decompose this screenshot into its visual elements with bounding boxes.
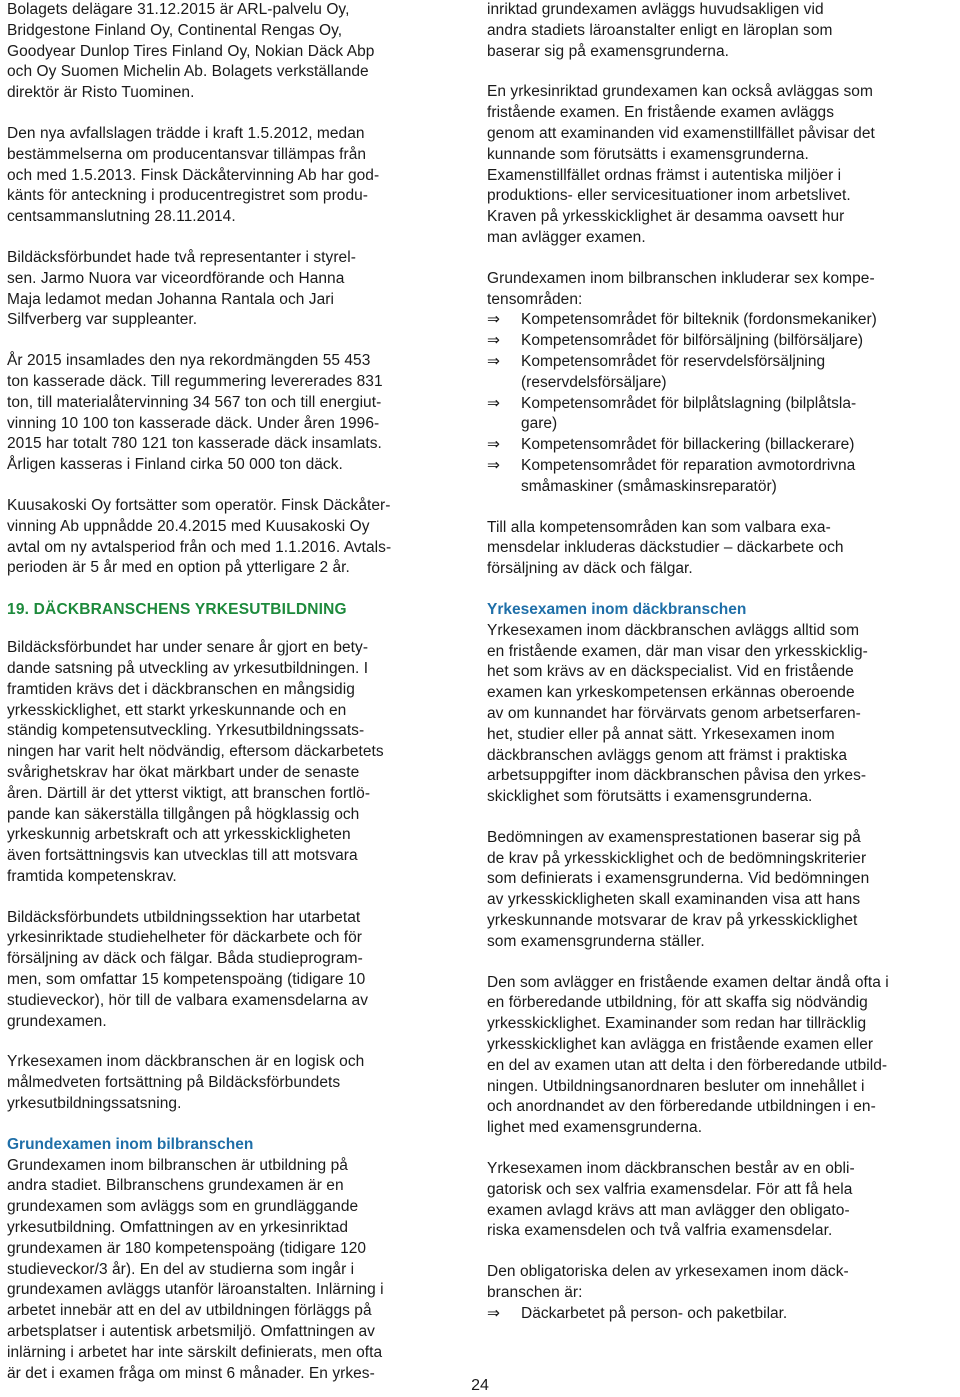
list-item: [487, 435, 955, 456]
subheading-grundexamen: Grundexamen inom bilbranschen: [7, 1135, 254, 1153]
text-line: studieveckor/3 år). En del av studierna som ingår i: [7, 1260, 355, 1278]
board-paragraph: [7, 248, 453, 331]
text-line: som definierats i examensgrunderna. Vid bedömningen: [487, 870, 870, 888]
text-line: lighet med examensgrunderna.: [487, 1119, 703, 1137]
text-line: Bildäcksförbundet har under senare år gjort en bety-: [7, 639, 369, 657]
list-item: [487, 331, 955, 352]
text-line: Yrkesexamen inom däckbranschen består av en obli-: [487, 1160, 855, 1178]
text-line: yrkesutbildning. Omfattningen av en yrkesinriktad: [7, 1219, 349, 1237]
list-item-text: Kompetensområdet för bilförsäljning (bilförsäljare): [521, 332, 864, 350]
text-line: grundexamen som avläggs som en grundläggande: [7, 1198, 359, 1216]
tyre-studies-paragraph: [487, 518, 955, 580]
text-line: gatorisk och sex valfria examensdelar. För att få hela: [487, 1180, 853, 1198]
text-line: men, som omfattar 15 kompetenspoäng (tidigare 10: [7, 971, 366, 989]
text-line: Bildäcksförbundet hade två representanter i styrel-: [7, 248, 356, 266]
double-arrow-icon: ⇒: [487, 456, 500, 474]
list-item: [487, 310, 955, 331]
assessment-paragraph: [487, 828, 955, 953]
text-line: riska examensdelen och två valfria examensdelar.: [487, 1222, 833, 1240]
text-line: och med 1.5.2013. Finsk Däckåtervinning Ab har god-: [7, 166, 380, 184]
text-line: ningen har varit helt nödvändig, eftersom däckarbetets: [7, 743, 384, 761]
text-line: yrkesskicklighet. Examinander som redan har tillräcklig: [487, 1015, 867, 1033]
text-line: däckbranschen avläggs genom att främst i praktiska: [487, 746, 848, 764]
text-line: svårighetskrav har ökat märkbart under de senaste: [7, 763, 360, 781]
text-line: som examensgrunderna ställer.: [487, 932, 705, 950]
collection-statistics-paragraph: [7, 351, 453, 476]
text-line: en fristående examen, där man visar den yrkesskicklig-: [487, 642, 868, 660]
text-line: ton kasserade däck. Till regummering levererades 831: [7, 372, 383, 390]
text-line: Grundexamen inom bilbranschen inkluderar sex kompe-: [487, 269, 875, 287]
left-column: [7, 0, 453, 1384]
text-line: är det i examen fråga om minst 6 månader. En yrkes-: [7, 1364, 375, 1382]
mandatory-part-intro-paragraph: [487, 1262, 955, 1304]
text-line: Goodyear Dunlop Tires Finland Oy, Nokian Däck Abp: [7, 42, 375, 60]
text-line: pande kan säkerställa tillgången på högklassig och: [7, 805, 360, 823]
list-item-text: Däckarbetet på person- och paketbilar.: [521, 1304, 788, 1322]
text-line: branschen är:: [487, 1284, 583, 1302]
text-line: produktions- eller servicesituationer inom arbetslivet.: [487, 187, 851, 205]
text-line: Bridgestone Finland Oy, Continental Rengas Oy,: [7, 21, 343, 39]
text-line: avtal om ny avtalsperiod från och med 1.1.2016. Avtals-: [7, 538, 392, 556]
list-item-text: Kompetensområdet för reservdelsförsäljning: [521, 352, 826, 370]
list-item-text: Kompetensområdet för bilteknik (fordonsmekaniker): [521, 311, 877, 329]
text-line: känts för anteckning i producentregistret som produ-: [7, 187, 369, 205]
text-line: het som krävs av en däckspecialist. Vid en fristående: [487, 663, 854, 681]
text-line: arbetsuppgifter inom däckbranschen påvisa den yrkes-: [487, 767, 867, 785]
text-line: kunnande som förutsätts i examensgrunderna.: [487, 145, 809, 163]
text-line: framtida kompetenskrav.: [7, 867, 177, 885]
text-line: het, studier eller på annat sätt. Yrkesexamen inom: [487, 725, 835, 743]
text-line: grundexamen är 180 kompetenspoäng (tidigare 120: [7, 1239, 367, 1257]
list-item: [487, 1304, 955, 1325]
list-item-text: Kompetensområdet för bilplåtslagning (bilplåtsla-: [521, 394, 857, 412]
exam-parts-paragraph: [487, 1159, 955, 1242]
subheading-yrkesexamen: Yrkesexamen inom däckbranschen: [487, 600, 747, 618]
list-item: [487, 394, 955, 436]
text-line: centsammanslutning 28.11.2014.: [7, 208, 236, 226]
training-investment-paragraph: [7, 638, 453, 888]
text-line: en del av examen utan att delta i den förberedande utbild-: [487, 1056, 888, 1074]
text-line: Bildäcksförbundets utbildningssektion har utarbetat: [7, 908, 361, 926]
text-line: sen. Jarmo Nuora var viceordförande och Hanna: [7, 269, 345, 287]
text-line: Maja ledamot medan Johanna Rantala och Jari: [7, 290, 334, 308]
page-number: 24: [471, 1377, 489, 1394]
text-line: Kraven på yrkesskicklighet är desamma oavsett hur: [487, 208, 845, 226]
independent-exam-paragraph: [487, 82, 955, 248]
text-line: Yrkesexamen inom däckbranschen är en logisk och: [7, 1053, 365, 1071]
text-line: Examenstillfället ordnas främst i autentiska miljöer i: [487, 166, 842, 184]
text-line: genom att examinanden vid examenstillfället påvisar det: [487, 124, 875, 142]
text-line: arbetsplatser i autentisk arbetsmiljö. Omfattningen av: [7, 1323, 375, 1341]
double-arrow-icon: ⇒: [487, 332, 500, 350]
text-line: dande satsning på utveckling av yrkesutbildningen. I: [7, 659, 369, 677]
text-line: bestämmelserna om producentansvar tillämpas från: [7, 145, 367, 163]
text-line: av yrkesskickligheten skall examinanden visa att hans: [487, 891, 861, 909]
list-item-text: småmaskiner (småmaskinsreparatör): [521, 477, 777, 495]
double-arrow-icon: ⇒: [487, 311, 500, 329]
text-line: inlärning i arbetet har inte särskilt definierats, men ofta: [7, 1343, 383, 1361]
text-line: även fortsättningsvis kan utvecklas till att motsvara: [7, 847, 358, 865]
operator-paragraph: [7, 496, 453, 579]
text-line: En yrkesinriktad grundexamen kan också avläggas som: [487, 83, 873, 101]
continuation-paragraph: [487, 0, 955, 62]
text-line: av om kunnandet har förvärvats genom arbetserfaren-: [487, 704, 861, 722]
text-line: försäljning av däck och fälgar. Båda studieprogram-: [7, 950, 363, 968]
text-line: tensområden:: [487, 290, 583, 308]
double-arrow-icon: ⇒: [487, 352, 500, 370]
text-line: examen avlagd krävs att man avlägger den obligato-: [487, 1201, 850, 1219]
text-line: de krav på yrkesskicklighet och de bedömningskriterier: [487, 849, 867, 867]
text-line: åren. Därtill är det ytterst viktigt, att branschen fortlö-: [7, 784, 371, 802]
text-line: skicklighet som förutsätts i examensgrunderna.: [487, 788, 813, 806]
text-line: År 2015 insamlades den nya rekordmängden 55 453: [7, 352, 371, 370]
list-item-text: Kompetensområdet för billackering (billackerare): [521, 436, 855, 454]
text-line: Den nya avfallslagen trädde i kraft 1.5.2012, medan: [7, 124, 365, 142]
double-arrow-icon: ⇒: [487, 1304, 500, 1322]
text-line: ständig kompetensutveckling. Yrkesutbildningssats-: [7, 722, 365, 740]
text-line: Silfverberg var suppleanter.: [7, 311, 198, 329]
text-line: framtiden krävs det i däckbranschen en mångsidig: [7, 680, 355, 698]
text-line: yrkesinriktade studiehelheter för däckarbete och för: [7, 929, 362, 947]
text-line: perioden är 5 år med en option på ytterligare 2 år.: [7, 559, 350, 577]
preparatory-training-paragraph: [487, 973, 955, 1139]
text-line: direktör är Risto Tuominen.: [7, 84, 195, 102]
mandatory-part-list: [487, 1304, 955, 1325]
grundexamen-paragraph: [7, 1156, 453, 1385]
text-line: Yrkesexamen inom däckbranschen avläggs alltid som: [487, 621, 860, 639]
text-line: studieveckor), hör till de valbara examensdelarna av: [7, 991, 369, 1009]
text-line: Grundexamen inom bilbranschen är utbildning på: [7, 1156, 348, 1174]
text-line: ton, till materialåtervinning 34 567 ton och till energiut-: [7, 393, 382, 411]
section-heading-19: 19. DÄCKBRANSCHENS YRKESUTBILDNING: [7, 601, 347, 619]
text-line: vinning Ab uppnådde 20.4.2015 med Kuusakoski Oy: [7, 517, 370, 535]
text-line: andra stadiet. Bilbranschens grundexamen är en: [7, 1177, 344, 1195]
vocational-exam-intro-paragraph: [7, 1052, 453, 1114]
text-line: ningen. Utbildningsanordnaren besluter om innehållet i: [487, 1077, 865, 1095]
text-line: Den som avlägger en fristående examen deltar ändå ofta i: [487, 973, 889, 991]
text-line: 2015 har totalt 780 121 ton kasserade däck insamlats.: [7, 435, 382, 453]
text-line: en förberedande utbildning, för att skaffa sig nödvändig: [487, 994, 868, 1012]
list-item: [487, 352, 955, 394]
list-item-text: Kompetensområdet för reparation avmotordrivna: [521, 456, 856, 474]
text-line: Årligen kasseras i Finland cirka 50 000 ton däck.: [7, 456, 343, 474]
text-line: Kuusakoski Oy fortsätter som operatör. Finsk Däckåter-: [7, 496, 391, 514]
text-line: vinning 10 100 ton kasserade däck. Under åren 1996-: [7, 414, 380, 432]
text-line: inriktad grundexamen avläggs huvudsakligen vid: [487, 1, 824, 18]
waste-law-paragraph: [7, 124, 453, 228]
text-line: och anordnandet av den förberedande utbildningen i en-: [487, 1098, 876, 1116]
text-line: yrkesskicklighet kan avlägga en fristående examen eller: [487, 1036, 874, 1054]
text-line: baserar sig på examensgrunderna.: [487, 42, 729, 60]
double-arrow-icon: ⇒: [487, 436, 500, 454]
text-line: yrkesutbildningssatsning.: [7, 1095, 182, 1113]
list-item-text: (reservdelsförsäljare): [521, 373, 667, 391]
text-line: Till alla kompetensområden kan som valbara exa-: [487, 518, 831, 536]
competence-area-list: [487, 310, 955, 497]
text-line: andra stadiets läroanstalter enligt en läroplan som: [487, 21, 833, 39]
text-line: försäljning av däck och fälgar.: [487, 560, 693, 578]
text-line: mensdelar inkluderas däckstudier – däckarbete och: [487, 539, 844, 557]
text-line: målmedveten fortsättning på Bildäcksförbundets: [7, 1074, 341, 1092]
text-line: man avlägger examen.: [487, 228, 646, 246]
text-line: yrkeskunnande motsvarar de krav på yrkesskicklighet: [487, 912, 858, 930]
text-line: Den obligatoriska delen av yrkesexamen inom däck-: [487, 1263, 849, 1281]
text-line: yrkesskicklighet, ett starkt yrkeskunnande och en: [7, 701, 347, 719]
text-line: grundexamen avläggs utanför läroanstalten. Inlärning i: [7, 1281, 384, 1299]
text-line: fristående examen. En fristående examen avläggs: [487, 104, 834, 122]
list-item: [487, 456, 955, 498]
competence-intro-paragraph: [487, 269, 955, 311]
text-line: grundexamen.: [7, 1012, 107, 1030]
text-line: arbetet innebär att en del av utbildningen förläggs på: [7, 1302, 372, 1320]
text-line: yrkeskunnig arbetskraft och att yrkesskickligheten: [7, 826, 351, 844]
double-arrow-icon: ⇒: [487, 394, 500, 412]
yrkesexamen-paragraph: [487, 621, 955, 808]
list-item-text: gare): [521, 415, 558, 433]
text-line: Bedömningen av examensprestationen baserar sig på: [487, 828, 861, 846]
text-line: och Oy Suomen Michelin Ab. Bolagets verkställande: [7, 63, 369, 81]
owners-paragraph: [7, 0, 453, 104]
text-line: examen kan yrkeskompetensen erkännas oberoende: [487, 684, 855, 702]
text-line: Bolagets delägare 31.12.2015 är ARL-palvelu Oy,: [7, 1, 350, 18]
training-section-paragraph: [7, 908, 453, 1033]
right-column: [487, 0, 955, 1345]
